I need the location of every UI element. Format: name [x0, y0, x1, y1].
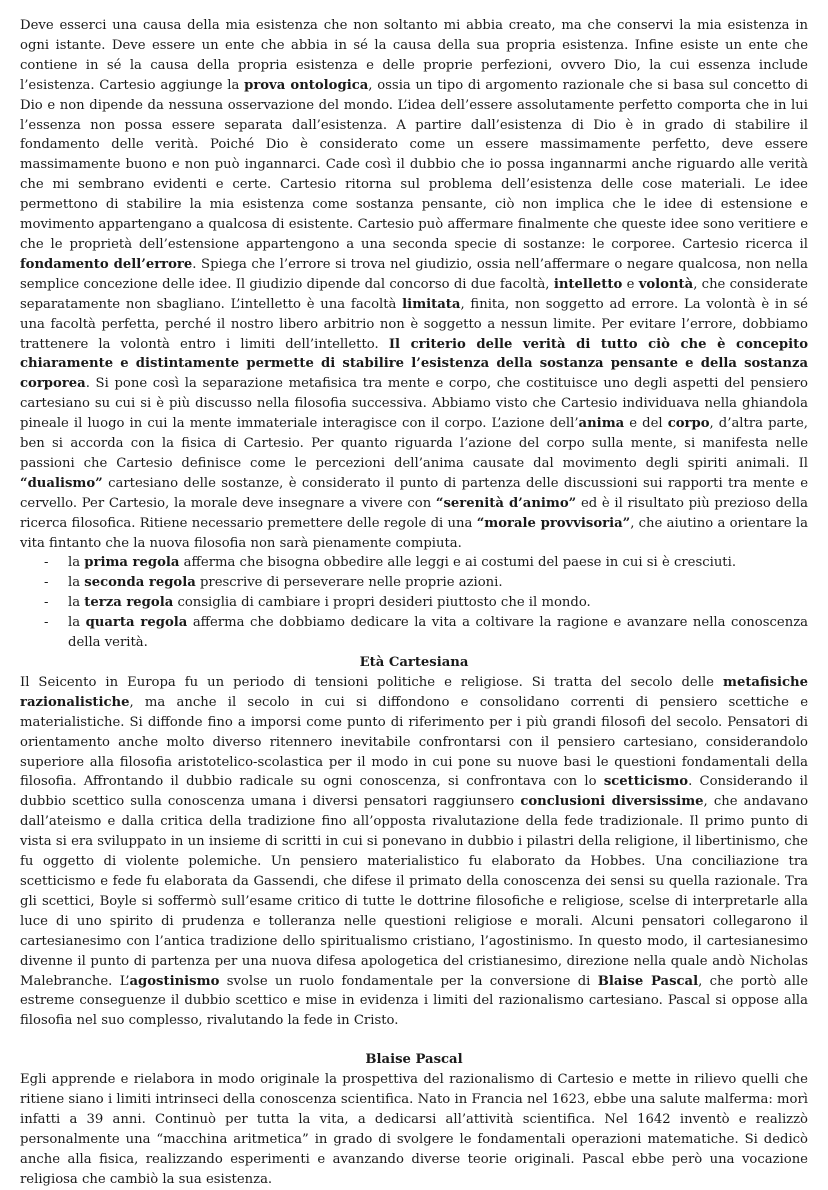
text-run: . Si pone così la separazione metafisica tra mente e corpo, che costituisce uno degli aspetti del pensiero cartesiano su cui si è più discusso nella filosofia successiva. Abbiamo visto che Cartesio individuava nella ghiandola pineale il luogo in cui la mente immateriale interagisce con il corpo. L’azione dell’ [20, 376, 808, 432]
bold-text: “serenità d’animo” [435, 495, 577, 511]
text-run: la [68, 615, 86, 631]
bold-text: conclusioni diversissime [520, 794, 704, 810]
list-item-rule-3 [20, 593, 808, 613]
moral-rules-list [20, 553, 808, 653]
bold-text: anima [578, 416, 625, 432]
bold-text: corpo [667, 416, 710, 432]
text-run: e [622, 276, 639, 292]
bold-text: scetticismo [603, 774, 689, 790]
bold-text: terza regola [84, 595, 174, 611]
text-run: , che considerate separatamente non sbagliano. L’intelletto è una facoltà [20, 276, 808, 312]
text-run: . Considerando il dubbio scettico sulla conoscenza umana i diversi pensatori raggiunsero [20, 774, 808, 810]
bold-text: Il criterio delle verità di tutto ciò che è concepito chiaramente e distintamente permette di stabilire l’esistenza della sostanza pensante e della sostanza corporea [20, 336, 808, 392]
dash-bullet: - [44, 555, 49, 571]
list-item-rule-2 [20, 573, 808, 593]
text-run: afferma che bisogna obbedire alle leggi e ai costumi del paese in cui si è cresciuti. [179, 555, 737, 571]
bold-text: quarta regola [85, 615, 188, 631]
text-run: , ossia un tipo di argomento razionale che si basa sul concetto di Dio e non dipende da nessuna osservazione del mondo. L’idea dell’essere assolutamente perfetto comporta che in lui l’essenza non possa essere separata dall’esistenza. A partire dall’esistenza di Dio è in grado di stabilire il fondamento delle verità. Poiché Dio è considerato come un essere massimamente perfetto, deve essere massimamente buono e non può ingannarci. Cade così il dubbio che io possa ingannarmi anche riguardo alle verità che mi sembrano evidenti e certe. Cartesio ritorna sul problema dell’esistenza delle cose materiali. Le idee permettono di stabilire la mia esistenza come sostanza pensante, ciò non implica che le idee di estensione e movimento appartengano a qualcosa di esistente. Cartesio può affermare finalmente che queste idee sono veritiere e che le proprietà dell’estensione appartengono a una seconda specie di sostanze: le corporee. Cartesio ricerca il [20, 77, 808, 252]
bold-text: limitata [402, 296, 461, 312]
text-run: , che andavano dall’ateismo e dalla critica della tradizione fino all’opposta rivalutazione della fede tradizionale. Il primo punto di vista si era sviluppato in un insieme di scritti in cui si ponevano in dubbio i pilastri della religione, il libertinismo, che fu oggetto di violente polemiche. Un pensiero materialistico fu elaborato da Hobbes. Una conciliazione tra scetticismo e fede fu elaborata da Gassendi, che difese il primato della conoscenza dei sensi su quella razionale. Tra gli scettici, Boyle si soffermò sull’esame critico di tutte le dottrine filosofiche e religiose, scelse di interpretarle alla luce di uno spirito di prudenza e tolleranza nelle questioni religiose e morali. Alcuni pensatori collegarono il cartesianesimo con l’antica tradizione dello spiritualismo cristiano, l’agostinismo. In questo modo, il cartesianesimo divenne il punto di partenza per una nuova difesa apologetica del cristianesimo, direzione nella quale andò Nicholas Malebranche. L’ [20, 794, 809, 989]
paragraph-descartes [20, 16, 808, 553]
text-run: , d’altra parte, ben si accorda con la fisica di Cartesio. Per quanto riguarda l’azione del corpo sulla mente, si manifesta nelle passioni che Cartesio definisce come le percezioni dell’anima causate dal movimento degli spiriti animali. Il [20, 416, 808, 471]
text-run: Il Seicento in Europa fu un periodo di tensioni politiche e religiose. Si tratta del secolo delle [20, 674, 723, 690]
bold-text: “dualismo” [20, 475, 103, 491]
text-run: , ma anche il secolo in cui si diffondono e consolidano correnti di pensiero scettiche e materialistiche. Si diffonde fino a imporsi come punto di riferimento per i più grandi filosofi del secolo. Pensatori di orientamento anche molto diverso ritennero inevitabile confrontarsi con il pensiero cartesiano, considerandolo superiore alla filosofia aristotelico-scolastica per il modo in cui pone su nuove basi le questioni fondamentali della filosofia. Affrontando il dubbio radicale su ogni conoscenza, si confrontava con lo [20, 694, 808, 790]
text-run: , che aiutino a orientare la vita fintanto che la nuova filosofia non sarà pienamente compiuta. [20, 515, 808, 551]
bold-text: intelletto [553, 276, 623, 292]
bold-text: seconda regola [84, 575, 196, 591]
bold-text: metafisiche razionalistiche [20, 674, 808, 710]
text-run: e del [624, 416, 668, 432]
text-run: ed è il risultato più prezioso della ricerca filosofica. Ritiene necessario premettere delle regole di una [20, 495, 809, 531]
text-run: Deve esserci una causa della mia esistenza che non soltanto mi abbia creato, ma che conservi la mia esistenza in ogni istante. Deve essere un ente che abbia in sé la causa della sua propria esistenza. Infine esiste un ente che contiene in sé la causa della propria esistenza e delle proprie perfezioni, ovvero Dio, la cui essenza include l’esistenza. Cartesio aggiunge la [20, 18, 808, 93]
text-run: cartesiano delle sostanze, è considerato il punto di partenza delle discussioni sui rapporti tra mente e cervello. Per Cartesio, la morale deve insegnare a vivere con [20, 475, 808, 511]
text-run: , che portò alle estreme conseguenze il dubbio scettico e mise in evidenza i limiti del razionalismo cartesiano. Pascal si oppose alla filosofia nel suo complesso, rivalutando la fede in Cristo. [20, 973, 809, 1029]
text-run: consiglia di cambiare i propri desideri piuttosto che il mondo. [173, 595, 591, 611]
section-spacer [20, 1031, 808, 1050]
bold-text: Blaise Pascal [597, 973, 699, 989]
bold-text: fondamento dell’errore [20, 256, 193, 272]
text-run: prescrive di perseverare nelle proprie azioni. [195, 575, 503, 591]
dash-bullet: - [44, 595, 49, 611]
list-item-rule-4 [20, 613, 808, 653]
text-run: svolse un ruolo fondamentale per la conversione di [219, 973, 598, 989]
bold-text: volontà [638, 276, 694, 292]
text-run: la [68, 575, 85, 591]
text-run: la [68, 595, 85, 611]
heading-blaise-pascal: Blaise Pascal [365, 1052, 463, 1068]
text-run: Egli apprende e rielabora in modo originale la prospettiva del razionalismo di Cartesio e mette in rilievo quelli che ritiene siano i limiti intrinseci della conoscenza scientifica. Nato in Francia nel 1623, ebbe una salute malferma: morì infatti a 39 anni. Continuò per tutta la vita, a dedicarsi all’attività scientifica. Nel 1642 inventò e realizzò personalmente una “macchina aritmetica” in grado di svolgere le fondamentali operazioni matematiche. Si dedicò anche alla fisica, realizzando esperimenti e avanzando diverse teorie originali. Pascal ebbe però una vocazione religiosa che cambiò la sua esistenza. [20, 1072, 808, 1187]
paragraph-blaise-pascal [20, 1070, 808, 1189]
bold-text: “morale provvisoria” [476, 515, 631, 531]
bold-text: prima regola [84, 555, 180, 571]
text-run: , finita, non soggetto ad errore. La volontà è in sé una facoltà perfetta, perché il nostro libero arbitrio non è soggetto a nessun limite. Per evitare l’errore, dobbiamo trattenere la volontà entro i limiti dell’intelletto. [20, 296, 808, 352]
dash-bullet: - [44, 575, 49, 591]
text-run: . Spiega che l’errore si trova nel giudizio, ossia nell’affermare o negare qualcosa, non nella semplice concezione delle idee. Il giudizio dipende dal concorso di due facoltà, [20, 256, 808, 292]
list-item-rule-1 [20, 553, 808, 573]
bold-text: agostinismo [129, 973, 220, 989]
paragraph-eta-cartesiana [20, 673, 808, 1031]
heading-eta-cartesiana: Età Cartesiana [359, 655, 469, 670]
bold-text: prova ontologica [244, 77, 369, 93]
dash-bullet: - [44, 615, 49, 631]
text-run: la [68, 555, 85, 571]
text-run: afferma che dobbiamo dedicare la vita a coltivare la ragione e avanzare nella conoscenza della verità. [68, 615, 809, 651]
